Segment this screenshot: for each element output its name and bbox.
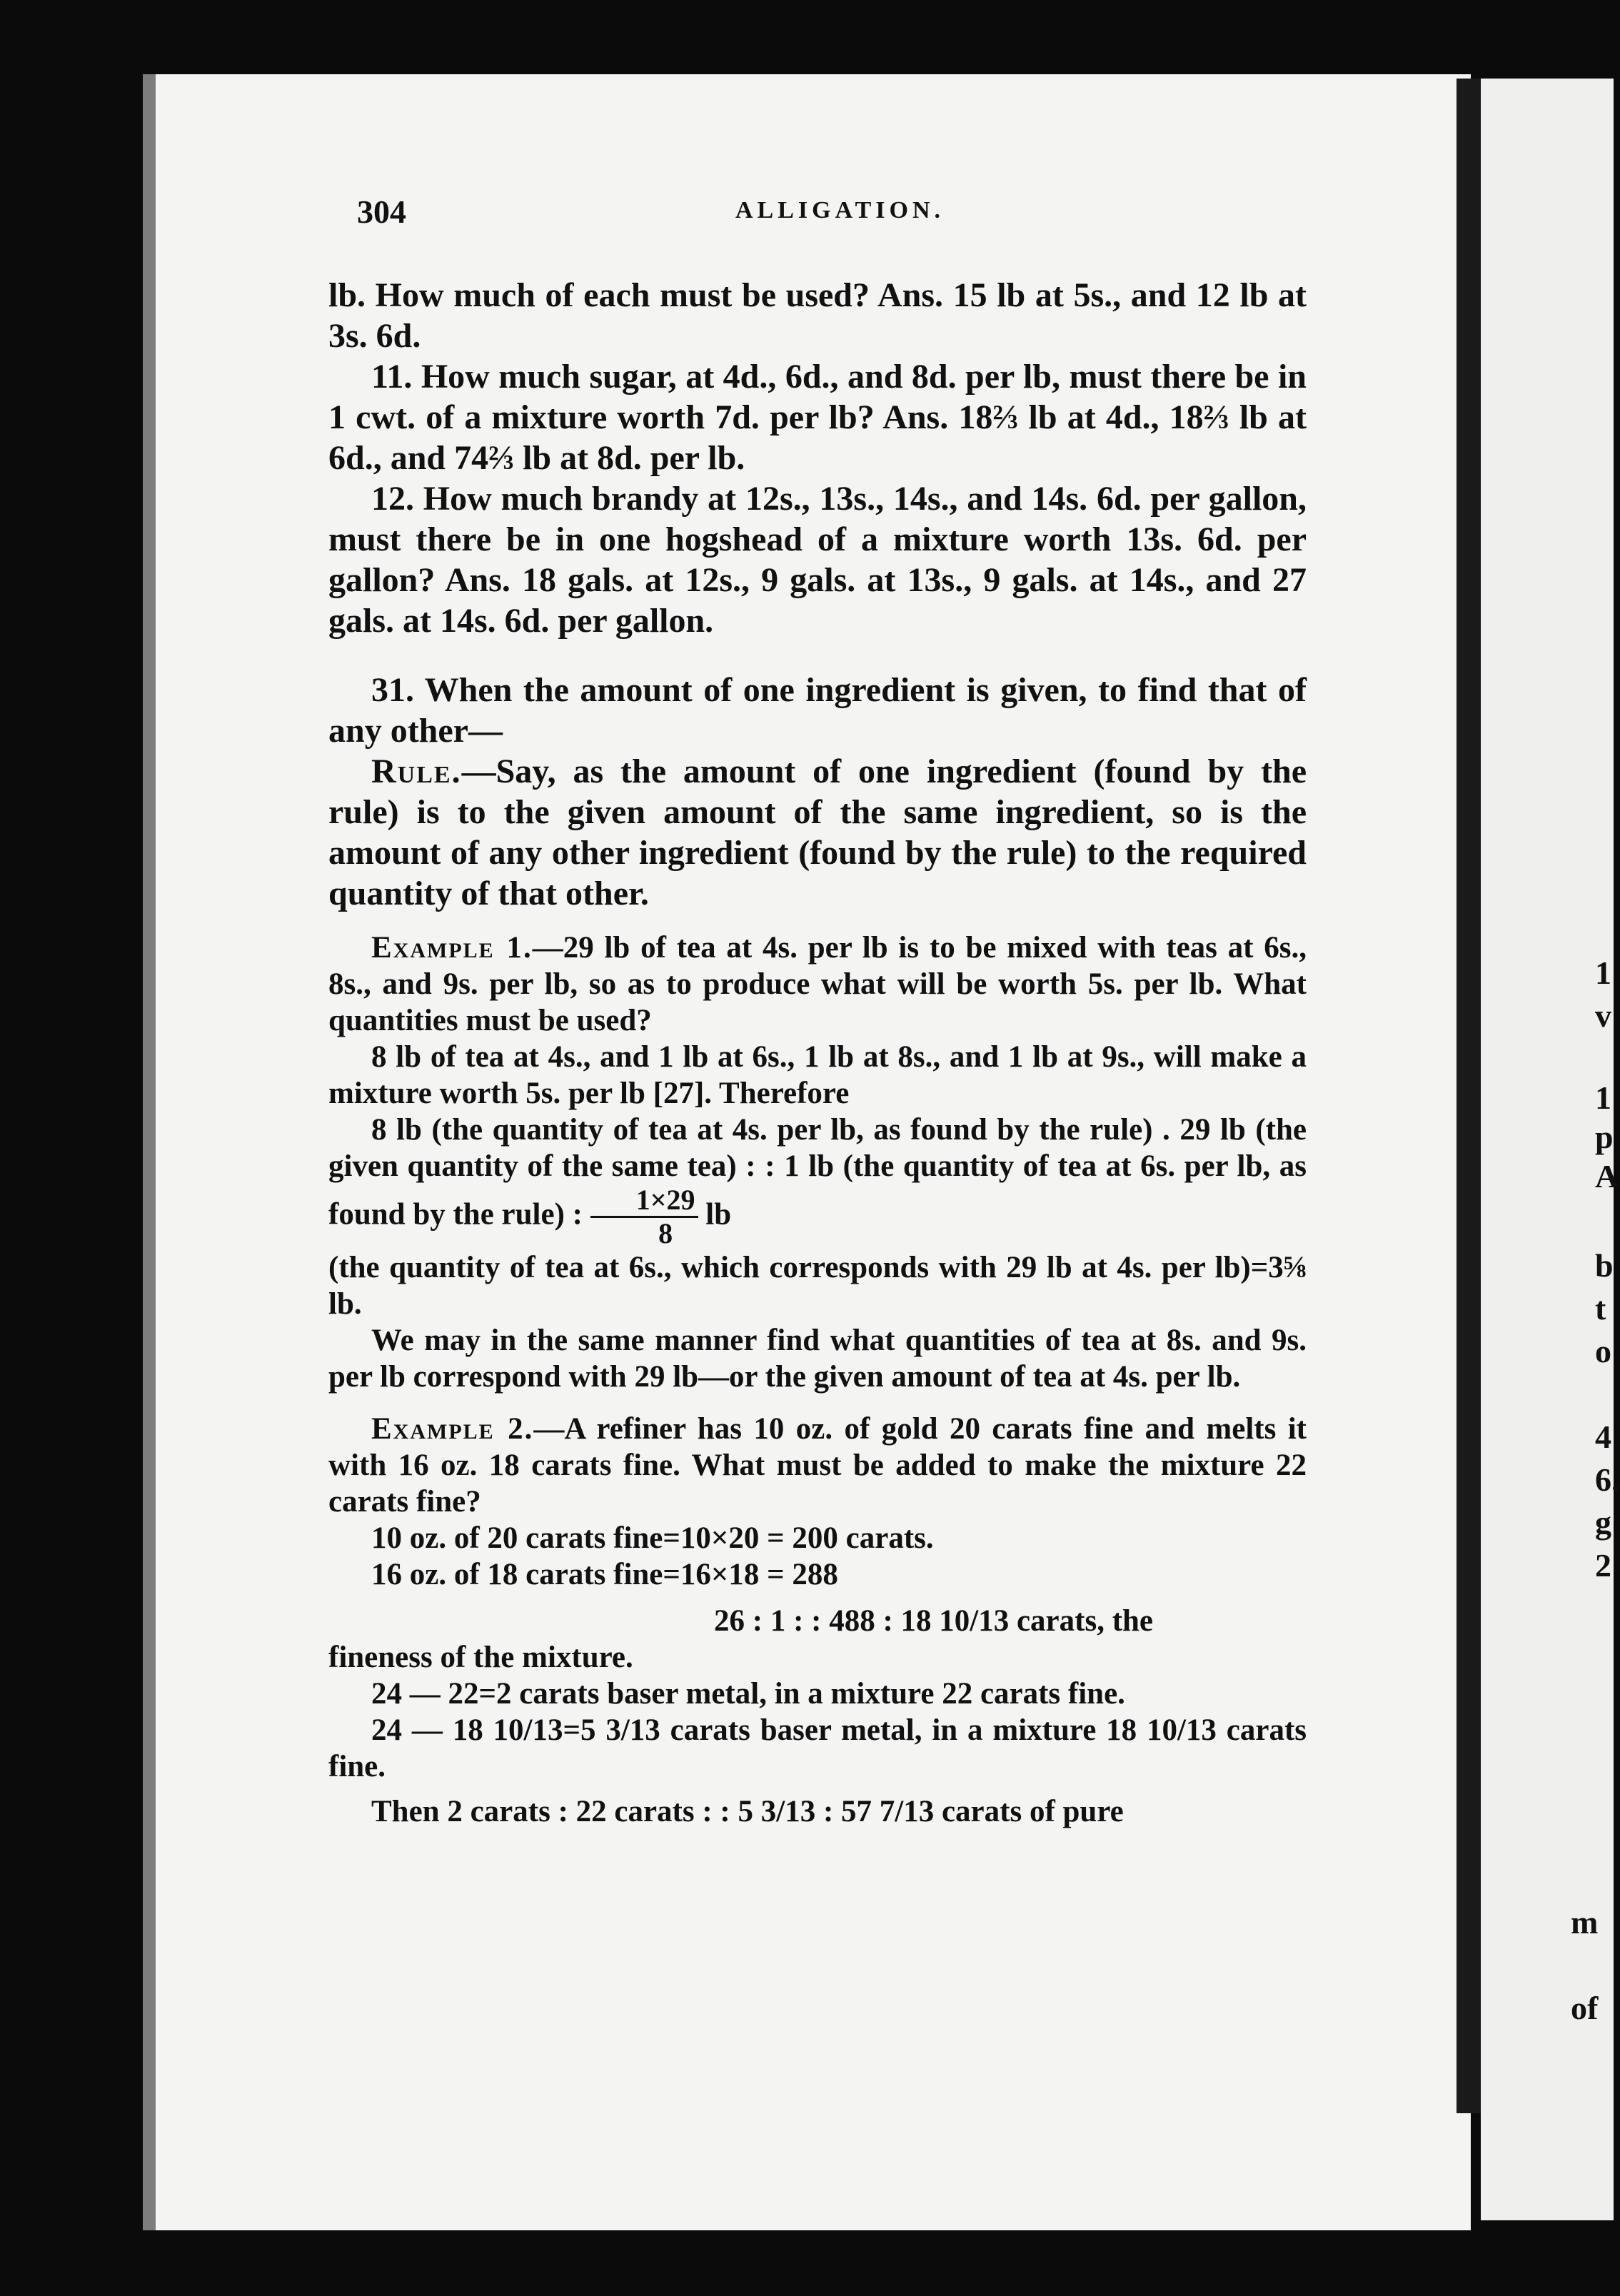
fraction-numerator: 1×29 [590,1184,698,1218]
example-1 [328,930,1307,1039]
calc-line-4: 24 — 22=2 carats baser metal, in a mixture 22 carats fine. [371,1677,1125,1711]
rule-label: Rule. [371,752,462,790]
example-2-text: —A refiner has 10 oz. of gold 20 carats fine and melts it with 16 oz. 18 carats fine. What must be added to make the mixture 22 carats fine? [328,1412,1307,1519]
facing-fragment: b [1595,1247,1614,1284]
facing-fragment: p [1595,1119,1614,1155]
facing-fragment: 6. [1595,1461,1620,1498]
facing-fragment: 1 [1595,1079,1611,1116]
example-2-label: Example 2. [371,1412,534,1446]
page-body [328,275,1307,1830]
example-1-step-a: 8 lb of tea at 4s., and 1 lb at 6s., 1 lb at 8s., and 1 lb at 9s., will make a mixture worth 5s. per lb [27]. Therefore [328,1040,1307,1110]
page-header [357,193,1307,236]
example-1-step-b-text: 8 lb (the quantity of tea at 4s. per lb, as found by the rule) . 29 lb (the given quantity of the same tea) : : 1 lb (the quantity of tea at 6s. per lb, as found by the rule) : [328,1113,1307,1232]
fraction-denominator: 8 [658,1217,673,1249]
page-number: 304 [357,193,406,230]
rule-paragraph [328,751,1307,914]
calc-line-3: 26 : 1 : : 488 : 18 10/13 carats, the [714,1604,1154,1638]
facing-fragment: t [1595,1290,1606,1326]
section-31-heading: 31. When the amount of one ingredient is given, to find that of any other— [328,671,1307,750]
facing-fragment: g [1595,1504,1611,1541]
facing-fragment: o [1595,1333,1611,1369]
calc-line-3-continued: fineness of the mixture. [328,1641,633,1674]
fraction-unit: lb [705,1197,732,1232]
calc-line-2: 16 oz. of 18 carats fine=16×18 = 288 [371,1558,838,1591]
examples-block [328,930,1307,1830]
calc-line-6: Then 2 carats : 22 carats : : 5 3/13 : 57 7/13 carats of pure [371,1795,1124,1828]
example-1-label: Example 1. [371,931,533,965]
example-2 [328,1411,1307,1520]
fraction-1x29-over-8 [590,1184,698,1249]
facing-fragment: 1 [1595,955,1611,991]
facing-fragment: 2 [1595,1547,1611,1583]
facing-fragment: of [1571,1990,1599,2026]
facing-fragment: v [1595,997,1611,1034]
exercise-11: 11. How much sugar, at 4d., 6d., and 8d. per lb, must there be in 1 cwt. of a mixture worth 7d. per lb? Ans. 18⅔ lb at 4d., 18⅔ lb at 6d., and 74⅔ lb at 8d. per lb. [328,358,1307,477]
example-1-step-d: We may in the same manner find what quantities of tea at 8s. and 9s. per lb correspond with 29 lb—or the given amount of tea at 4s. per lb. [328,1324,1307,1394]
page-gutter-edge [1457,79,1481,2113]
answer-continuation: lb. How much of each must be used? Ans. 15 lb at 5s., and 12 lb at 3s. 6d. [328,276,1307,355]
calc-line-1: 10 oz. of 20 carats fine=10×20 = 200 carats. [371,1521,934,1555]
example-1-text: —29 lb of tea at 4s. per lb is to be mixed with teas at 6s., 8s., and 9s. per lb, so as to produce what will be worth 5s. per lb. What quantities must be used? [328,931,1307,1037]
calc-line-5: 24 — 18 10/13=5 3/13 carats baser metal, in a mixture 18 10/13 carats fine. [328,1713,1307,1783]
facing-fragment: A [1595,1158,1619,1194]
exercise-12: 12. How much brandy at 12s., 13s., 14s., and 14s. 6d. per gallon, must there be in one hogshead of a mixture worth 13s. 6d. per gallon? Ans. 18 gals. at 12s., 9 gals. at 13s., 9 gals. at 14s., and 27 gals. at 14s. 6d. per gallon. [328,480,1307,640]
facing-page [1481,79,1620,2220]
facing-fragment: m [1571,1904,1599,1940]
example-1-step-b [328,1112,1307,1249]
rule-text: —Say, as the amount of one ingredient (found by the rule) is to the given amount of the same ingredient, so is the amount of any other ingredient (found by the rule) to the required quantity of that other. [328,752,1307,912]
example-1-step-c: (the quantity of tea at 6s., which corresponds with 29 lb at 4s. per lb)=3⅝ lb. [328,1251,1307,1321]
facing-fragment: 4 [1595,1419,1611,1455]
running-title: ALLIGATION. [735,197,945,223]
